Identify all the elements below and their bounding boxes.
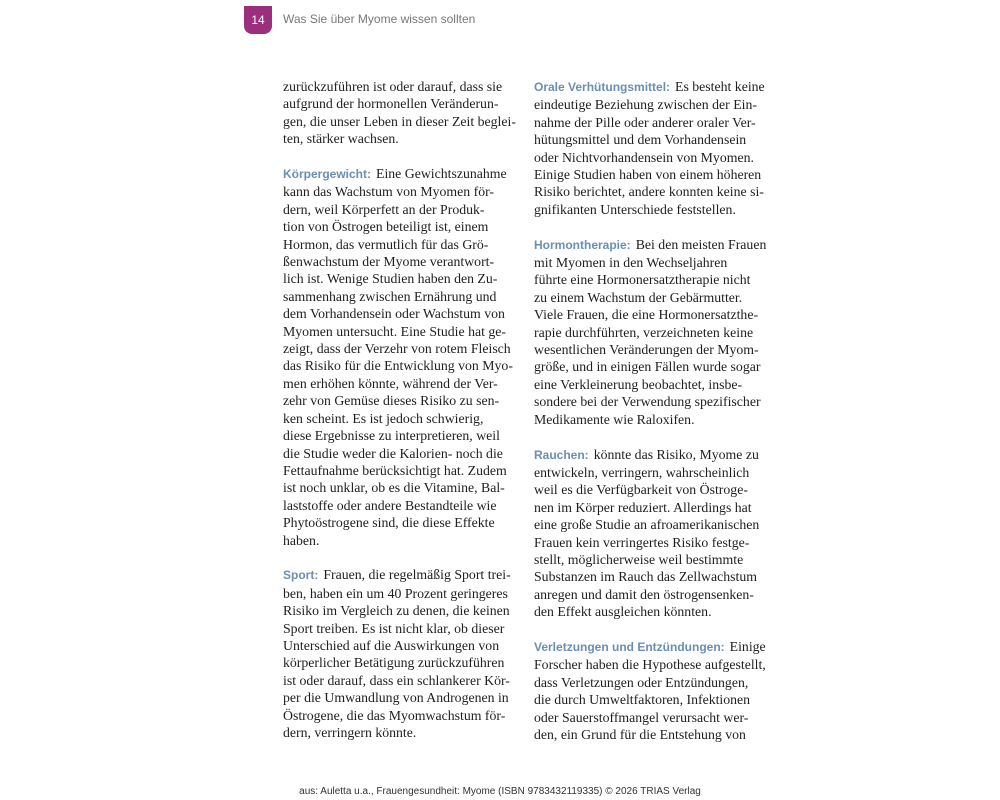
section-label: Orale Verhütungsmittel: [534,80,671,94]
section-rauchen: Rauchen: könnte das Risiko, Myome zu entwickeln, verringern, wahrscheinlich weil es die Verfügbarkeit von Östroge- nen im Körper reduziert. Allerdings hat eine große Studie an afroamerikanischen Frauen kein verringertes Risiko festge- stellt, möglicherweise weil bestimmte Substanzen im Rauch das Zellwachstum anregen und damit den östrogensenken- den Effekt ausgleichen könnten. [534,446,760,620]
left-column [283,78,517,759]
section-label: Verletzungen und Entzündungen: [534,639,725,654]
right-column [534,78,768,761]
footer-citation: aus: Auletta u.a., Frauengesundheit: Myome (ISBN 9783432119335) © 2026 TRIAS Verlag [299,786,701,797]
section-verletzungen: Verletzungen und Entzündungen: Einige Forscher haben die Hypothese aufgestellt, dass Verletzungen oder Entzündungen, die durch Umweltfaktoren, Infektionen oder Sauerstoffmangel verursacht wer- den, ein Grund für die Entstehung von [534,638,766,742]
section-label: Sport: [283,568,319,583]
intro-paragraph: zurückzuführen ist oder darauf, dass sie aufgrund der hormonellen Veränderun- gen, die unser Leben in dieser Zeit beglei- ten, stärker wachsen. [283,79,516,147]
section-sport: Sport: Frauen, die regelmäßig Sport trei- ben, haben ein um 40 Prozent geringeres Risiko im Vergleich zu denen, die keinen Sport treiben. Es ist nicht klar, ob dieser Unterschied auf die Auswirkungen von körperlicher Betätigung zurückzuführen ist oder darauf, dass ein schlankerer Kör- per die Umwandlung von Androgenen in Östrogene, die das Myomwachstum för- dern, verringern könnte. [283,567,511,740]
section-label: Rauchen: [534,447,589,462]
section-orale-verhuetungsmittel: Orale Verhütungsmittel: Es besteht keine eindeutige Beziehung zwischen der Ein- nahme der Pille oder anderer oraler Ver- hütungsmittel und dem Vorhandensein oder Nichtvorhandensein von Myomen. Einige Studien haben von einem höheren Risiko berichtet, andere konnten keine si- gnifikanten Unterschiede feststellen. [534,79,765,217]
section-koerpergewicht: Körpergewicht: Eine Gewichtszunahme kann das Wachstum von Myomen för- dern, weil Körperfett an der Produk- tion von Östrogen beteiligt ist, einem Hormon, das vermutlich für das Grö- ßenwachstum der Myome verantwort- lich ist. Wenige Studien haben den Zu- sammenhang zwischen Ernährung und dem Vorhandensein oder Wachstum von Myomen untersucht. Eine Studie hat ge- zeigt, dass der Verzehr von rotem Fleisch das Risiko für die Entwicklung von Myo- men erhöhen könnte, während der Ver- zehr von Gemüse dieses Risiko zu sen- ken scheint. Es ist jedoch schwierig, diese Ergebnisse zu interpretieren, weil die Studie weder die Kalorien- noch die Fettaufnahme berücksichtigt hat. Zudem ist noch unklar, ob es die Vitamine, Bal- laststoffe oder andere Bestandteile wie Phytoöstrogene sind, die diese Effekte haben. [283,166,513,548]
page-number-badge: 14 [244,6,272,34]
section-label: Hormontherapie: [534,237,631,252]
section-hormontherapie: Hormontherapie: Bei den meisten Frauen mit Myomen in den Wechseljahren führte eine Hormonersatztherapie nicht zu einem Wachstum der Gebärmutter. Viele Frauen, die eine Hormonersatzthe- rapie durchführten, verzeichneten keine wesentlichen Veränderungen der Myom- größe, und in einigen Fällen wurde sogar eine Verkleinerung beobachtet, insbe- sondere bei der Verwendung spezifischer Medikamente wie Raloxifen. [534,236,767,427]
running-title: Was Sie über Myome wissen sollten [283,12,476,26]
section-label: Körpergewicht: [283,167,372,182]
